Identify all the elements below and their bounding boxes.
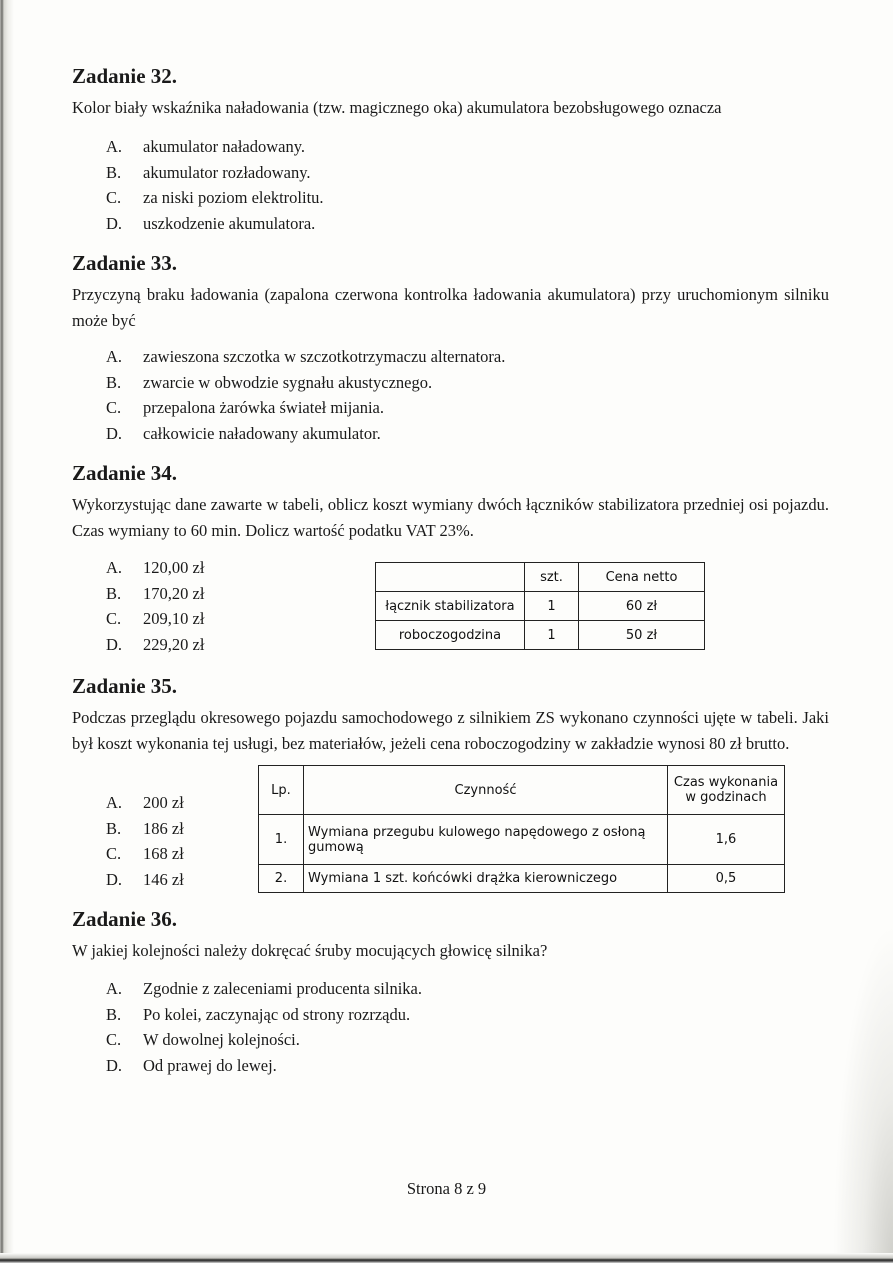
task-title: Zadanie 36.: [72, 907, 178, 931]
price-table: [375, 562, 705, 650]
option-letter: D.: [106, 634, 123, 654]
task-32-options: [72, 134, 324, 236]
table-cell: Wymiana 1 szt. końcówki drążka kierowniczego: [304, 865, 668, 893]
task-question: W jakiej kolejności należy dokręcać śruby mocujących głowicę silnika?: [72, 941, 548, 960]
option-text: 170,20 zł: [143, 583, 205, 603]
option-text: 146 zł: [143, 869, 184, 889]
option-text: za niski poziom elektrolitu.: [143, 188, 324, 207]
option-text: 200 zł: [143, 793, 184, 812]
table-cell: 60 zł: [579, 592, 705, 621]
table-header-row: [259, 766, 785, 815]
option-c: [72, 841, 184, 867]
option-b: [72, 816, 184, 842]
task-33: [72, 250, 829, 334]
option-d: [72, 421, 505, 447]
option-letter: B.: [106, 818, 122, 838]
table-cell: 1: [525, 621, 579, 650]
option-letter: A.: [106, 979, 123, 998]
option-a: [72, 790, 184, 816]
table-cell: 1.: [259, 815, 304, 865]
table-row: [376, 592, 705, 621]
option-text: 168 zł: [143, 844, 184, 863]
option-text: Po kolei, zaczynając od strony rozrządu.: [143, 1004, 411, 1024]
option-letter: A.: [106, 558, 123, 577]
option-letter: B.: [106, 1004, 122, 1024]
option-text: 209,10 zł: [143, 609, 205, 628]
scan-edge-left: [0, 0, 14, 1263]
task-36-options: [72, 976, 422, 1078]
option-d: [72, 632, 204, 658]
option-text: przepalona żarówka świateł mijania.: [143, 398, 384, 417]
task-question: Wykorzystując dane zawarte w tabeli, oblicz koszt wymiany dwóch łączników stabilizatora przedniej osi pojazdu. Czas wymiany to 60 min. Dolicz wartość podatku VAT 23%.: [72, 495, 829, 540]
table-cell: 2.: [259, 865, 304, 893]
option-letter: C.: [106, 609, 122, 628]
option-a: [72, 976, 422, 1002]
table-row: [376, 621, 705, 650]
option-letter: D.: [106, 423, 123, 443]
option-text: akumulator naładowany.: [143, 137, 306, 156]
table-header-cell: szt.: [525, 563, 579, 592]
option-letter: A.: [106, 347, 123, 366]
scan-edge-bottom: [0, 1253, 893, 1263]
task-36: [72, 906, 829, 964]
option-letter: C.: [106, 188, 122, 207]
option-letter: C.: [106, 844, 122, 863]
table-header-cell: [376, 563, 525, 592]
table-header-cell: Czynność: [304, 766, 668, 815]
option-a: [72, 134, 324, 160]
task-question: Podczas przeglądu okresowego pojazdu samochodowego z silnikiem ZS wykonano czynności ujęte w tabeli. Jaki był koszt wykonania tej usługi, bez materiałów, jeżeli cena roboczogodziny w zakładzie wynosi 80 zł brutto.: [72, 708, 829, 753]
option-text: 186 zł: [143, 818, 184, 838]
option-letter: B.: [106, 583, 122, 603]
table-header-cell: Czas wykonania w godzinach: [668, 766, 785, 815]
option-letter: A.: [106, 137, 123, 156]
option-c: [72, 185, 324, 211]
task-title: Zadanie 32.: [72, 64, 178, 88]
task-title: Zadanie 33.: [72, 251, 178, 275]
option-text: zwarcie w obwodzie sygnału akustycznego.: [143, 372, 433, 392]
option-b: [72, 581, 204, 607]
option-letter: D.: [106, 869, 123, 889]
option-b: [72, 1002, 422, 1028]
option-text: Zgodnie z zaleceniami producenta silnika.: [143, 979, 423, 998]
task-question: Kolor biały wskaźnika naładowania (tzw. magicznego oka) akumulatora bezobsługowego oznacza: [72, 98, 722, 117]
option-letter: C.: [106, 1030, 122, 1049]
option-text: uszkodzenie akumulatora.: [143, 213, 316, 233]
table-cell: 0,5: [668, 865, 785, 893]
option-text: 229,20 zł: [143, 634, 205, 654]
option-a: [72, 555, 204, 581]
option-letter: D.: [106, 1055, 123, 1075]
task-title: Zadanie 35.: [72, 674, 178, 698]
task-question: Przyczyną braku ładowania (zapalona czerwona kontrolka ładowania akumulatora) przy uruchomionym silniku może być: [72, 285, 829, 330]
option-a: [72, 344, 505, 370]
option-d: [72, 1053, 422, 1079]
scan-shadow-corner: [833, 923, 893, 1263]
table-row: [259, 865, 785, 893]
table-cell: 1,6: [668, 815, 785, 865]
task-33-options: [72, 344, 505, 446]
page-number: Strona 8 z 9: [406, 1179, 487, 1198]
option-b: [72, 160, 324, 186]
option-letter: B.: [106, 372, 122, 392]
option-d: [72, 211, 324, 237]
task-34: [72, 460, 829, 544]
table-header-cell: Cena netto: [579, 563, 705, 592]
table-header-cell: Lp.: [259, 766, 304, 815]
option-text: Od prawej do lewej.: [143, 1055, 277, 1075]
table-row: [259, 815, 785, 865]
option-letter: D.: [106, 213, 123, 233]
option-letter: C.: [106, 398, 122, 417]
option-letter: A.: [106, 793, 123, 812]
table-cell: Wymiana przegubu kulowego napędowego z osłoną gumową: [304, 815, 668, 865]
option-text: 120,00 zł: [143, 558, 205, 577]
task-35-options: [72, 790, 184, 892]
task-35: [72, 673, 829, 757]
option-b: [72, 370, 505, 396]
option-text: akumulator rozładowany.: [143, 162, 311, 182]
table-header-row: [376, 563, 705, 592]
table-cell: 50 zł: [579, 621, 705, 650]
option-c: [72, 606, 204, 632]
option-d: [72, 867, 184, 893]
option-text: zawieszona szczotka w szczotkotrzymaczu alternatora.: [143, 347, 506, 366]
service-table: [258, 765, 785, 893]
task-title: Zadanie 34.: [72, 461, 178, 485]
task-34-options: [72, 555, 204, 657]
table-cell: łącznik stabilizatora: [376, 592, 525, 621]
option-c: [72, 1027, 422, 1053]
option-letter: B.: [106, 162, 122, 182]
table-cell: 1: [525, 592, 579, 621]
option-c: [72, 395, 505, 421]
option-text: całkowicie naładowany akumulator.: [143, 423, 381, 443]
option-text: W dowolnej kolejności.: [143, 1030, 300, 1049]
task-32: [72, 63, 829, 121]
table-cell: roboczogodzina: [376, 621, 525, 650]
